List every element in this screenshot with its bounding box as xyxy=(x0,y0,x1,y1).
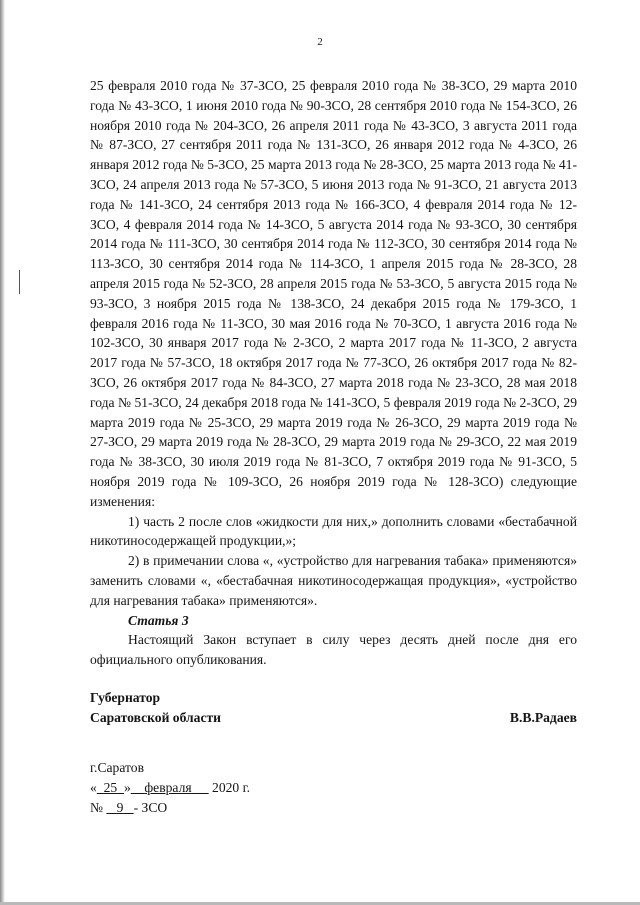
date-day-value: 25 xyxy=(103,779,118,795)
scan-mark xyxy=(19,270,20,294)
amended-laws-paragraph: 25 февраля 2010 года № 37-ЗСО, 25 февраля 2010 года № 38-ЗСО, 29 марта 2010 года № 43-ЗСО, 1 июня 2010 года № 90-ЗСО, 28 сентября 2010 года № 154-ЗСО, 26 ноября 2010 года № 204-ЗСО, 26 апреля 2011 года № 43-ЗСО, 3 августа 2011 года № 87-ЗСО, 27 сентября 2011 года № 131-ЗСО, 26 января 2012 года № 4-ЗСО, 26 января 2012 года № 5-ЗСО, 25 марта 2013 года № 28-ЗСО, 25 марта 2013 года № 41-ЗСО, 24 апреля 2013 года № 57-ЗСО, 5 июня 2013 года № 91-ЗСО, 21 августа 2013 года № 141-ЗСО, 24 сентября 2013 года № 166-ЗСО, 4 февраля 2014 года № 12-ЗСО, 4 февраля 2014 года № 14-ЗСО, 5 августа 2014 года № 93-ЗСО, 30 сентября 2014 года № 111-ЗСО, 30 сентября 2014 года № 112-ЗСО, 30 сентября 2014 года № 113-ЗСО, 30 сентября 2014 года № 114-ЗСО, 1 апреля 2015 года № 28-ЗСО, 28 апреля 2015 года № 52-ЗСО, 28 апреля 2015 года № 53-ЗСО, 5 августа 2015 года № 93-ЗСО, 3 ноября 2015 года № 138-ЗСО, 24 декабря 2015 года № 179-ЗСО, 1 февраля 2016 года № 11-ЗСО, 30 мая 2016 года № 70-ЗСО, 1 августа 2016 года № 102-ЗСО, 30 января 2017 года № 2-ЗСО, 2 марта 2017 года № 11-ЗСО, 2 августа 2017 года № 57-ЗСО, 18 октября 2017 года № 77-ЗСО, 26 октября 2017 года № 82-ЗСО, 26 октября 2017 года № 84-ЗСО, 27 марта 2018 года № 23-ЗСО, 28 мая 2018 года № 51-ЗСО, 24 декабря 2018 года № 141-ЗСО, 5 февраля 2019 года № 2-ЗСО, 29 марта 2019 года № 25-ЗСО, 29 марта 2019 года № 26-ЗСО, 29 марта 2019 года № 27-ЗСО, 29 марта 2019 года № 28-ЗСО, 29 марта 2019 года № 29-ЗСО, 22 мая 2019 года № 38-ЗСО, 30 июля 2019 года № 81-ЗСО, 7 октября 2019 года № 91-ЗСО, 5 ноября 2019 года № 109-ЗСО, 26 ноября 2019 года № 128-ЗСО) следующие изменения: xyxy=(90,78,578,509)
article-3-text: Настоящий Закон вступает в силу через десять дней после дня его официального опубликования. xyxy=(90,632,577,668)
law-number-line xyxy=(90,798,390,818)
law-number xyxy=(106,800,133,815)
page-number: 2 xyxy=(317,36,323,48)
amendment-item-2: 2) в примечании слова «, «устройство для нагревания табака» применяются» заменить словами «, «бестабачная никотиносодержащая продукция», «устройство для нагревания табака» применяются». xyxy=(90,553,577,608)
law-number-value: 9 xyxy=(116,799,124,815)
date-month-value: февраля xyxy=(144,779,192,795)
signer-position-line1: Губернатор xyxy=(90,690,161,705)
place-date-number xyxy=(90,758,390,817)
date-month xyxy=(131,780,209,795)
city: г.Саратов xyxy=(90,760,144,775)
article-3-title: Статья 3 xyxy=(128,612,189,628)
date-year: 2020 г. xyxy=(212,779,251,795)
scan-edge-left xyxy=(0,0,5,905)
signer-position-line2: Саратовской области xyxy=(90,709,222,725)
date-day xyxy=(97,780,124,795)
number-sign: № xyxy=(90,799,103,815)
document-body xyxy=(90,76,577,670)
date-open-quote: « xyxy=(90,779,97,795)
amendment-item-1: 1) часть 2 после слов «жидкости для них,» дополнить словами «бестабачной никотиносодержащей продукции,»; xyxy=(90,513,577,549)
date-line xyxy=(90,778,390,798)
signature-block xyxy=(90,688,577,728)
date-close-quote: » xyxy=(123,779,131,795)
number-suffix: - ЗСО xyxy=(133,799,168,815)
signer-name: В.В.Радаев xyxy=(509,709,577,725)
